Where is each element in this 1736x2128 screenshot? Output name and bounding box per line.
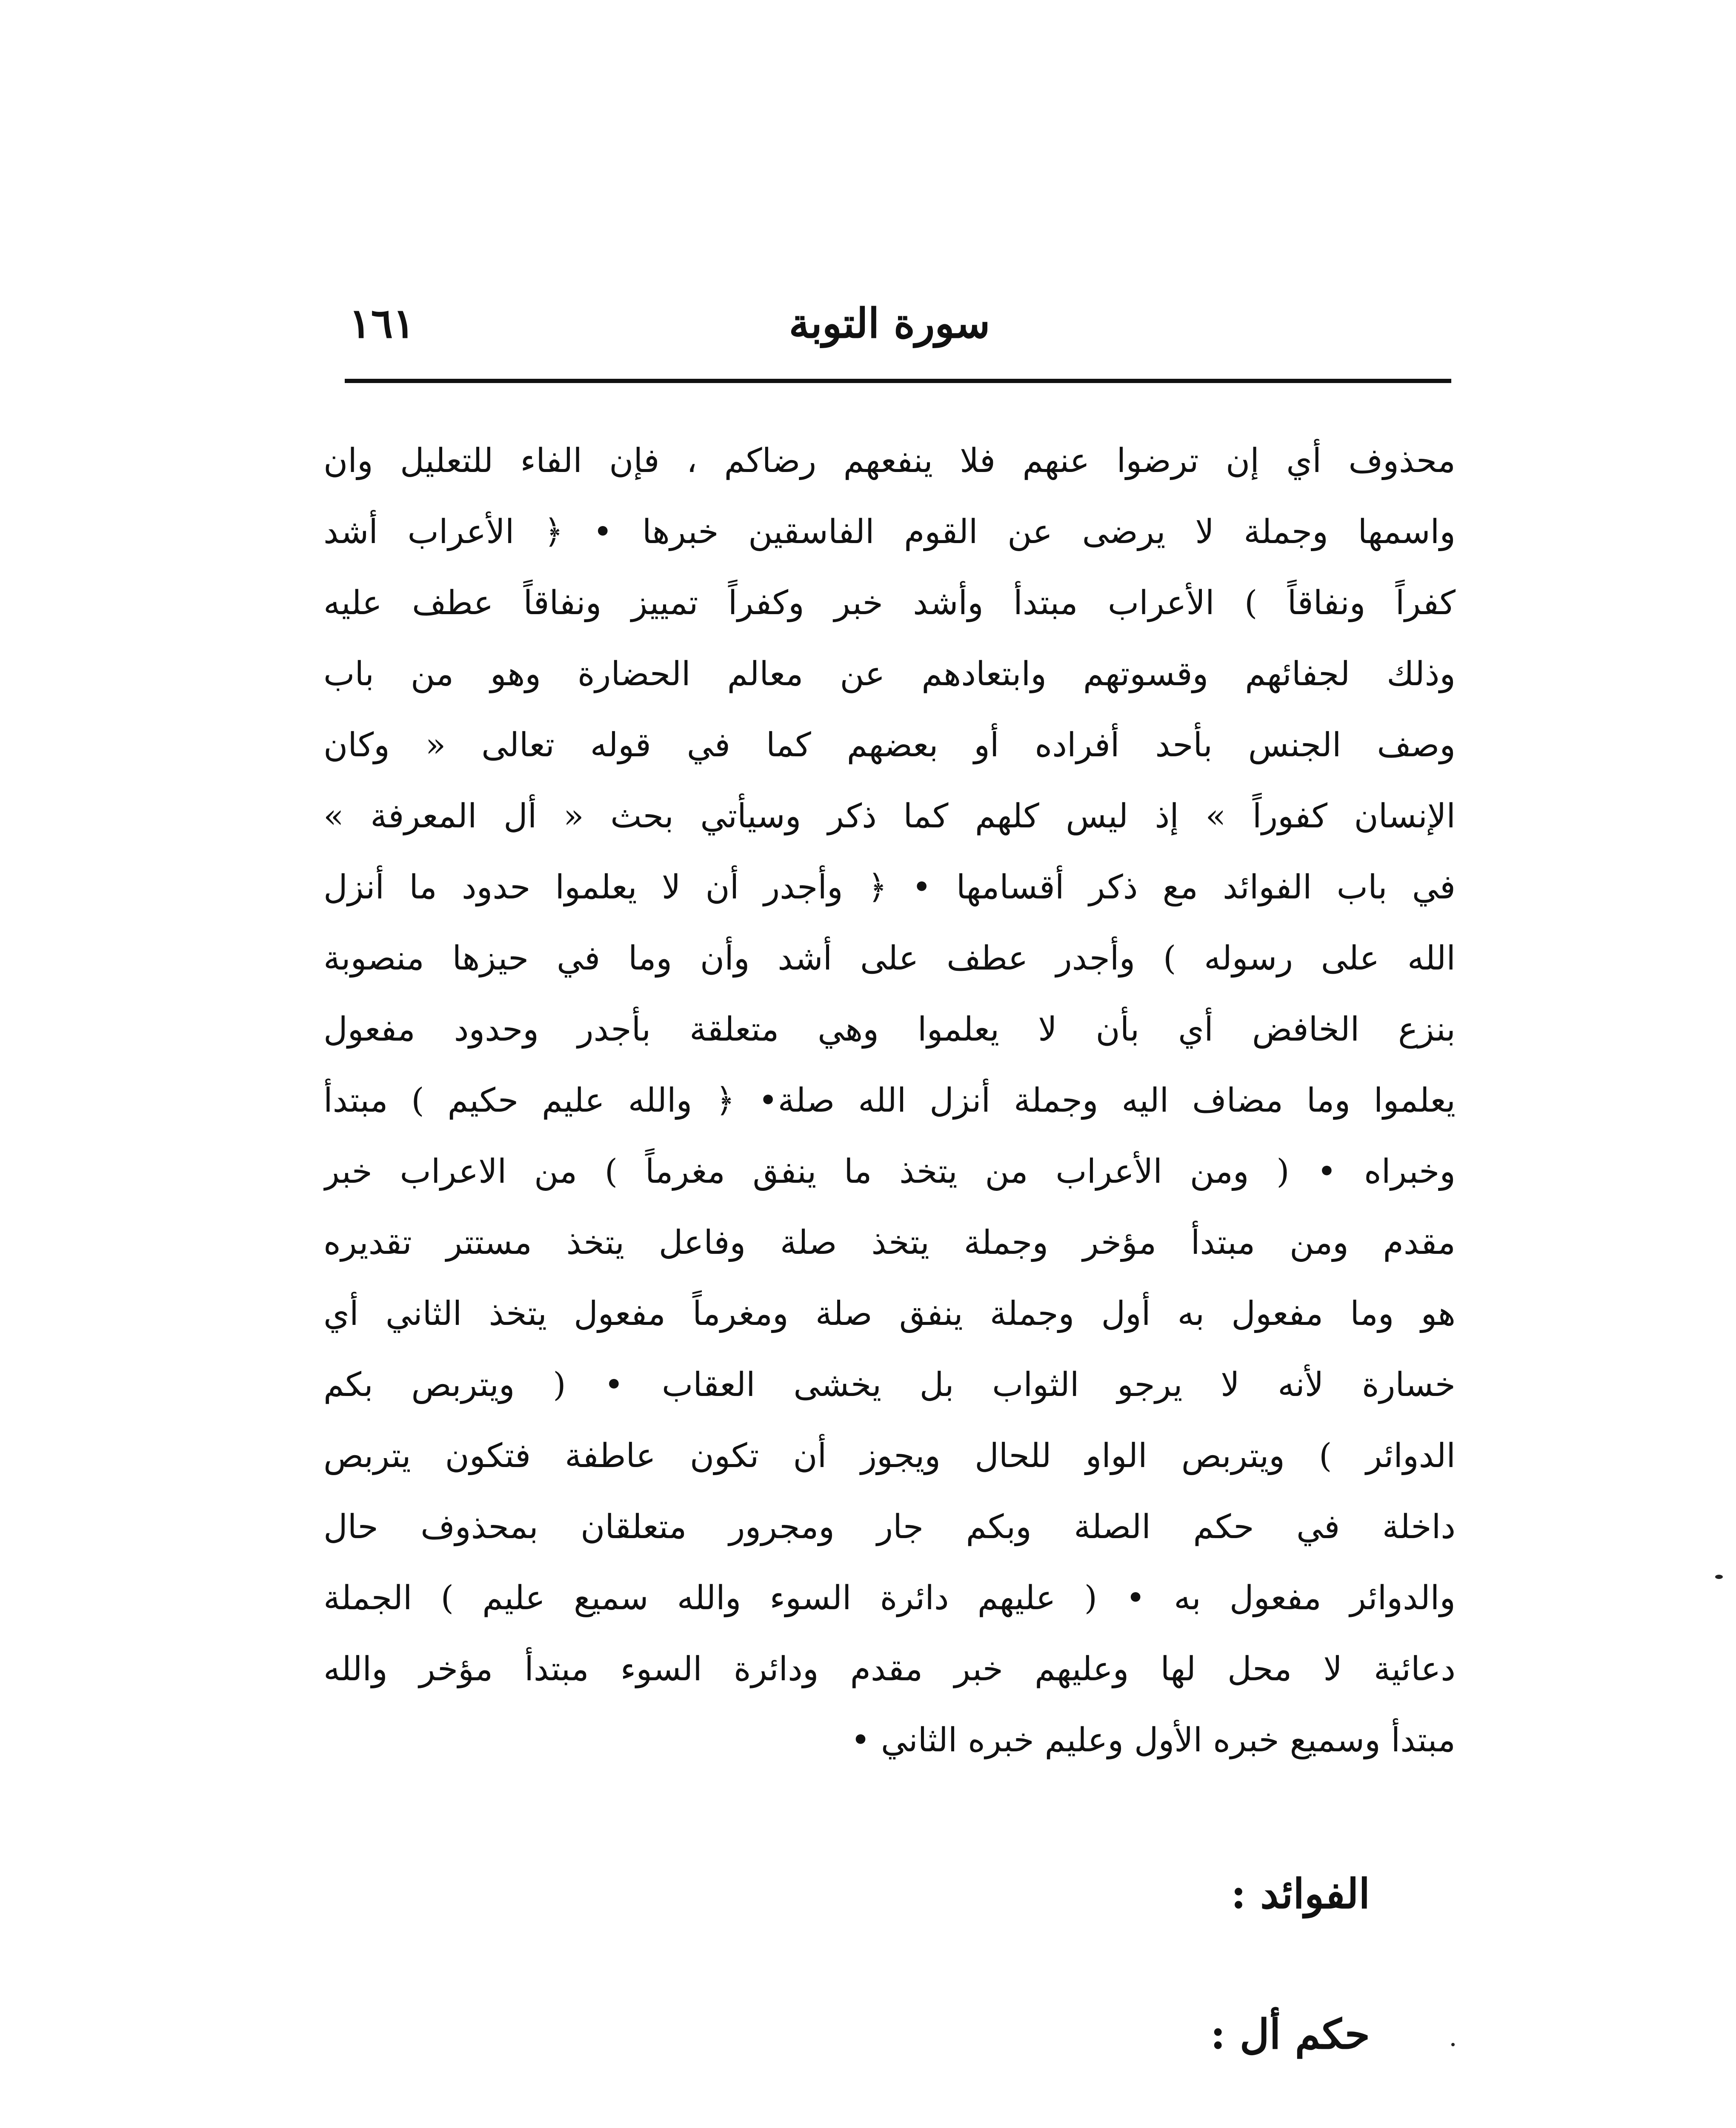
section-heading-hukm-al: حكم أل : (1210, 2010, 1370, 2058)
text-line: وذلك لجفائهم وقسوتهم وابتعادهم عن معالم الحضارة وهو من باب (323, 655, 1456, 693)
surah-title: سورة التوبة (789, 299, 990, 347)
section-heading-fawaid: الفوائد : (1231, 1870, 1370, 1918)
text-line: وصف الجنس بأحد أفراده أو بعضهم كما في قوله تعالى « وكان (323, 726, 1456, 764)
text-line: في باب الفوائد مع ذكر أقسامها • ﴿ وأجدر أن لا يعلموا حدود ما أنزل (323, 868, 1456, 907)
text-line: دعائية لا محل لها وعليهم خبر مقدم ودائرة السوء مبتدأ مؤخر والله (323, 1650, 1456, 1688)
text-line: وخبراه • ( ومن الأعراب من يتخذ ما ينفق مغرماً ) من الاعراب خبر (323, 1153, 1456, 1191)
text-line: كفراً ونفاقاً ) الأعراب مبتدأ وأشد خبر وكفراً تمييز ونفاقاً عطف عليه (323, 584, 1456, 622)
text-line: والدوائر مفعول به • ( عليهم دائرة السوء والله سميع عليم ) الجملة (323, 1579, 1456, 1617)
text-line: بنزع الخافض أي بأن لا يعلموا وهي متعلقة بأجدر وحدود مفعول (323, 1010, 1456, 1049)
text-line: الله على رسوله ) وأجدر عطف على أشد وأن وما في حيزها منصوبة (323, 939, 1456, 978)
text-line: داخلة في حكم الصلة وبكم جار ومجرور متعلقان بمحذوف حال (323, 1508, 1456, 1546)
running-head (323, 294, 1456, 353)
text-line: محذوف أي إن ترضوا عنهم فلا ينفعهم رضاكم ، فإن الفاء للتعليل وان (323, 442, 1456, 480)
text-line: الدوائر ) ويتربص الواو للحال ويجوز أن تكون عاطفة فتكون يتربص (323, 1437, 1456, 1475)
text-line-last: مبتدأ وسميع خبره الأول وعليم خبره الثاني • (851, 1721, 1456, 1759)
text-line: واسمها وجملة لا يرضى عن القوم الفاسقين خبرها • ﴿ الأعراب أشد (323, 513, 1456, 551)
print-speck (1715, 1575, 1723, 1579)
body-text (323, 426, 1456, 1776)
header-rule (345, 379, 1451, 383)
text-line: مقدم ومن مبتدأ مؤخر وجملة يتخذ صلة وفاعل يتخذ مستتر تقديره (323, 1224, 1456, 1262)
text-line: هو وما مفعول به أول وجملة ينفق صلة ومغرماً مفعول يتخذ الثاني أي (323, 1295, 1456, 1333)
print-speck (1451, 2043, 1455, 2046)
text-line: الإنسان كفوراً » إذ ليس كلهم كما ذكر وسيأتي بحث « أل المعرفة » (323, 797, 1456, 835)
text-line: خسارة لأنه لا يرجو الثواب بل يخشى العقاب • ( ويتربص بكم (323, 1366, 1456, 1404)
closing-text-line (323, 2124, 1366, 2128)
page-number: ١٦١ (349, 299, 415, 347)
text-line: يعلموا وما مضاف اليه وجملة أنزل الله صلة• ﴿ والله عليم حكيم ) مبتدأ (323, 1081, 1456, 1120)
